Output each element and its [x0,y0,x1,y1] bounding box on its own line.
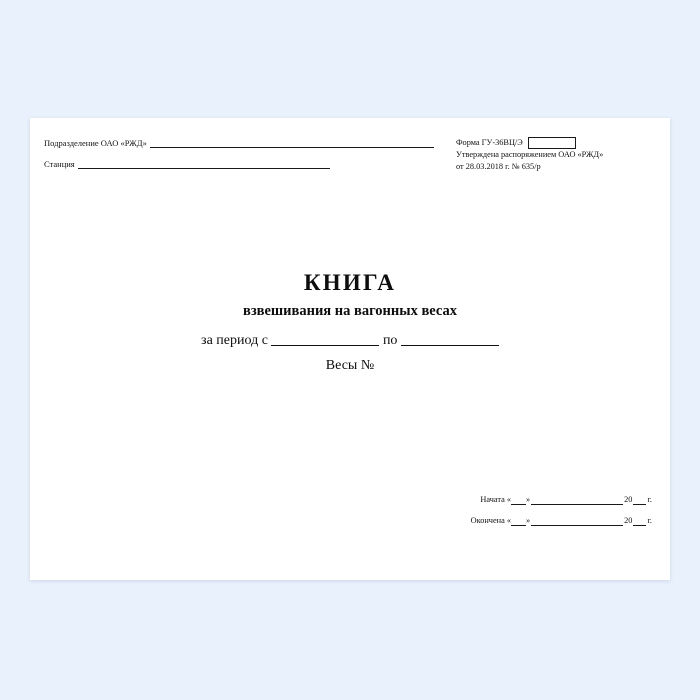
started-year-label: 20 [624,495,633,504]
form-label: Форма ГУ-36ВЦ/Э [456,138,523,148]
station-label: Станция [44,159,75,169]
finished-label: Окончена « [470,516,511,525]
period-middle-label: по [382,333,398,348]
form-number-box[interactable] [528,137,576,149]
form-number-row [456,137,656,149]
finished-day-fill[interactable] [511,517,526,526]
document-title: КНИГА [303,270,397,295]
finished-quote-close: » [526,516,531,525]
finished-year-fill[interactable] [633,517,646,526]
started-year-fill[interactable] [633,496,646,505]
finished-month-fill[interactable] [531,517,623,526]
started-month-fill[interactable] [531,496,623,505]
subdivision-row [44,138,434,148]
period-row [30,331,670,350]
started-row [471,494,652,505]
started-label: Начата « [480,495,511,504]
finished-year-suffix: г. [647,516,652,525]
approved-line-2: от 28.03.2018 г. № 635/р [456,161,541,171]
station-row [44,159,434,169]
header-right-block [456,137,656,172]
station-fill-line[interactable] [78,159,330,169]
started-year-suffix: г. [647,495,652,504]
approved-line-1: Утверждена распоряжением ОАО «РЖД» [456,150,604,159]
scales-label: Весы № [325,358,375,373]
finished-row [471,515,652,526]
period-end-fill[interactable] [401,331,499,346]
subdivision-label: Подразделение ОАО «РЖД» [44,138,147,148]
footer-dates-block [471,494,652,536]
period-start-fill[interactable] [271,331,379,346]
header-left-block [44,138,434,180]
period-prefix-label: за период с [201,333,268,348]
document-sheet [30,118,670,580]
finished-year-label: 20 [624,516,633,525]
document-subtitle: взвешивания на вагонных весах [242,303,458,319]
title-block [30,270,670,375]
scales-row [30,356,670,375]
subdivision-fill-line[interactable] [150,138,434,148]
started-quote-close: » [526,495,531,504]
started-day-fill[interactable] [511,496,526,505]
